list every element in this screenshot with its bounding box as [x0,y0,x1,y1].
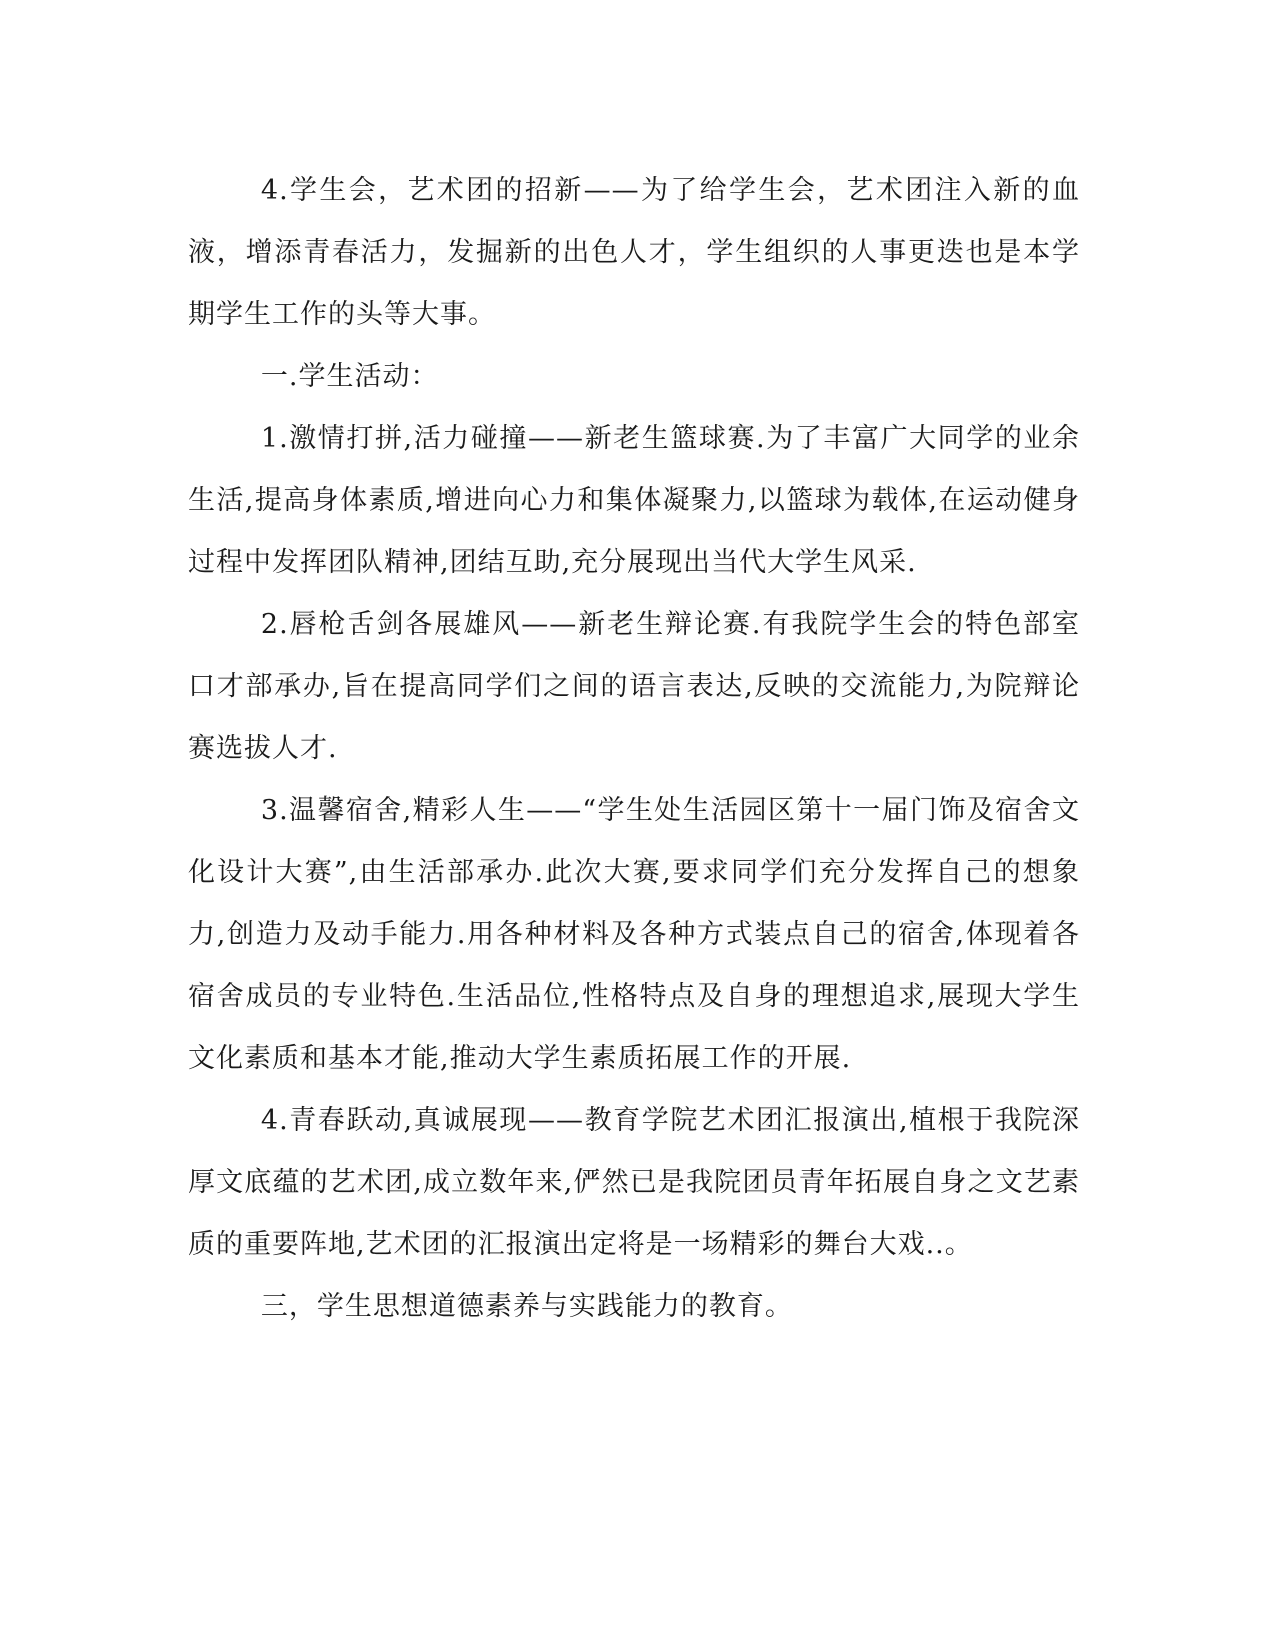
document-body [188,160,1080,1338]
section-heading-student-activities: 一.学生活动： [260,361,439,392]
section-heading-moral-education: 三，学生思想道德素养与实践能力的教育。 [260,1291,793,1322]
paragraph-basketball: 1.激情打拼,活力碰撞——新老生篮球赛.为了丰富广大同学的业余生活,提高身体素质,增进向心力和集体凝聚力,以篮球为载体,在运动健身过程中发挥团队精神,团结互助,充分展现出当代大学生风采. [188,423,1080,578]
paragraph-art-troupe: 4.青春跃动,真诚展现——教育学院艺术团汇报演出,植根于我院深厚文底蕴的艺术团,成立数年来,俨然已是我院团员青年拓展自身之文艺素质的重要阵地,艺术团的汇报演出定将是一场精彩的舞台大戏..。 [188,1105,1080,1260]
paragraph-recruitment: 4.学生会，艺术团的招新——为了给学生会，艺术团注入新的血液，增添青春活力，发掘新的出色人才，学生组织的人事更迭也是本学期学生工作的头等大事。 [188,175,1080,330]
paragraph-debate: 2.唇枪舌剑各展雄风——新老生辩论赛.有我院学生会的特色部室口才部承办,旨在提高同学们之间的语言表达,反映的交流能力,为院辩论赛选拔人才. [188,609,1080,764]
paragraph-dormitory: 3.温馨宿舍,精彩人生——“学生处生活园区第十一届门饰及宿舍文化设计大赛”,由生活部承办.此次大赛,要求同学们充分发挥自己的想象力,创造力及动手能力.用各种材料及各种方式装点自己的宿舍,体现着各宿舍成员的专业特色.生活品位,性格特点及自身的理想追求,展现大学生文化素质和基本才能,推动大学生素质拓展工作的开展. [188,795,1080,1074]
